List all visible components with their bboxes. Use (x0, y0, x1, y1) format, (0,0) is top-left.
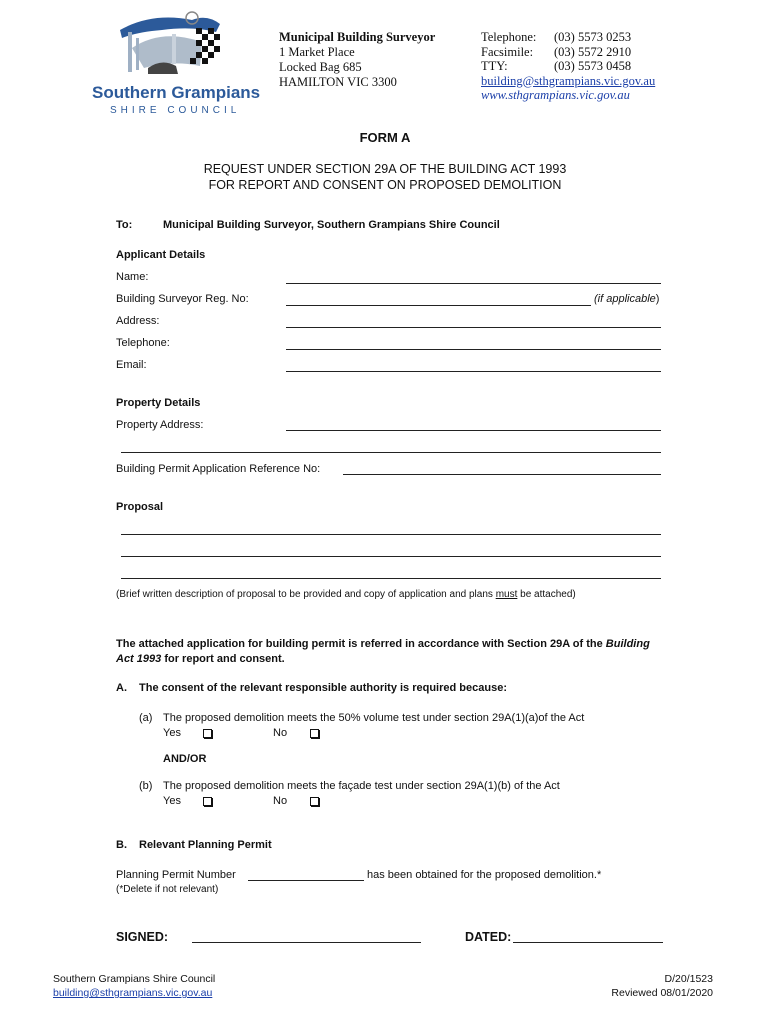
footer-doc-code: D/20/1523 (664, 973, 713, 985)
telephone-label: Telephone: (116, 337, 170, 349)
address-line: HAMILTON VIC 3300 (279, 75, 397, 89)
footer-org: Southern Grampians Shire Council (53, 973, 216, 985)
delete-note: (*Delete if not relevant) (116, 884, 219, 895)
and-or-label: AND/OR (163, 753, 207, 765)
contact-label: TTY: (481, 59, 508, 73)
proposal-heading: Proposal (116, 501, 164, 513)
form-subtitle-2: FOR REPORT AND CONSENT ON PROPOSED DEMOLITION (208, 178, 562, 192)
property-address-label: Property Address: (116, 419, 204, 431)
org-subname: SHIRE COUNCIL (110, 105, 241, 116)
referral-text: The attached application for building permit is referred in accordance with Section 29A of the (116, 638, 606, 650)
council-logo-graphic (92, 8, 252, 86)
item-a-text: The proposed demolition meets the 50% volume test under section 29A(1)(a)of the Act (163, 712, 585, 724)
footer-left (53, 972, 215, 1000)
footer-reviewed: Reviewed 08/01/2020 (611, 987, 713, 999)
item-a-label: (a) (139, 712, 153, 724)
dated-label: DATED: (465, 930, 512, 944)
referral-italic: Act 1993 (116, 653, 162, 665)
section-b-label: B. (116, 839, 127, 851)
council-logo (92, 8, 261, 118)
item-b-label: (b) (139, 780, 153, 792)
contact-value: (03) 5573 0253 (554, 30, 632, 44)
form-title: FORM A (359, 130, 411, 145)
to-label: To: (116, 219, 133, 231)
section-a-label: A. (116, 682, 127, 694)
form-subtitle-1: REQUEST UNDER SECTION 29A OF THE BUILDING ACT 1993 (203, 162, 567, 176)
date-field[interactable] (513, 942, 663, 943)
if-applicable-text: (if applicable (594, 293, 656, 305)
signed-label: SIGNED: (116, 930, 169, 944)
signature-field[interactable] (192, 942, 421, 943)
address-field[interactable] (286, 327, 661, 328)
item-b-yes-label: Yes (163, 795, 181, 807)
applicant-heading: Applicant Details (116, 249, 206, 261)
permit-ref-field[interactable] (343, 474, 661, 475)
item-b-yes-checkbox[interactable] (203, 797, 212, 806)
org-name: Southern Grampians (92, 83, 261, 102)
office-address-block (279, 30, 435, 90)
email-label: Email: (116, 359, 147, 371)
item-b-text: The proposed demolition meets the façade test under section 29A(1)(b) of the Act (163, 780, 560, 792)
address-label: Address: (116, 315, 160, 327)
item-a-yes-checkbox[interactable] (203, 729, 212, 738)
referral-statement (116, 637, 676, 667)
office-title: Municipal Building Surveyor (279, 30, 436, 44)
item-a-yes-label: Yes (163, 727, 181, 739)
header-email-link[interactable]: building@sthgrampians.vic.gov.au (481, 73, 656, 88)
contact-label: Facsimile: (481, 44, 534, 59)
address-line: 1 Market Place (279, 45, 355, 59)
item-b-no-checkbox[interactable] (310, 797, 319, 806)
referral-text: for report and consent. (161, 653, 285, 665)
footer-right (611, 972, 713, 1000)
proposal-note-text: (Brief written description of proposal to be provided and copy of application and plans (116, 589, 496, 600)
name-field[interactable] (286, 283, 661, 284)
planning-permit-label: Planning Permit Number (116, 869, 236, 881)
proposal-note-text: be attached) (517, 589, 576, 600)
footer-email-link[interactable]: building@sthgrampians.vic.gov.au (53, 987, 213, 999)
item-b-no-label: No (273, 795, 288, 807)
property-heading: Property Details (116, 397, 201, 409)
address-line: Locked Bag 685 (279, 60, 362, 74)
contact-value: (03) 5572 2910 (554, 44, 632, 59)
header-website-link[interactable]: www.sthgrampians.vic.gov.au (481, 88, 630, 102)
telephone-field[interactable] (286, 349, 661, 350)
reg-no-field[interactable] (286, 305, 591, 306)
referral-italic: Building (605, 638, 650, 650)
to-value: Municipal Building Surveyor, Southern Grampians Shire Council (163, 219, 500, 231)
email-field[interactable] (286, 371, 661, 372)
if-applicable-note (594, 293, 659, 305)
property-address-field-2[interactable] (121, 452, 661, 453)
contact-value: (03) 5573 0458 (554, 59, 632, 73)
proposal-line[interactable] (121, 556, 661, 557)
item-a-no-label: No (273, 727, 288, 739)
name-label: Name: (116, 271, 149, 283)
close-paren: ) (655, 293, 660, 305)
proposal-line[interactable] (121, 534, 661, 535)
section-b-text: Relevant Planning Permit (139, 839, 272, 851)
reg-no-label: Building Surveyor Reg. No: (116, 293, 249, 305)
contact-block (481, 30, 655, 103)
permit-ref-label: Building Permit Application Reference No: (116, 463, 321, 475)
section-a-text: The consent of the relevant responsible authority is required because: (139, 682, 507, 694)
proposal-line[interactable] (121, 578, 661, 579)
planning-permit-field[interactable] (248, 880, 364, 881)
planning-permit-post: has been obtained for the proposed demolition.* (367, 869, 602, 881)
proposal-note (116, 589, 576, 600)
proposal-note-must: must (495, 589, 518, 600)
item-a-no-checkbox[interactable] (310, 729, 319, 738)
contact-label: Telephone: (481, 30, 537, 44)
property-address-field[interactable] (286, 430, 661, 431)
